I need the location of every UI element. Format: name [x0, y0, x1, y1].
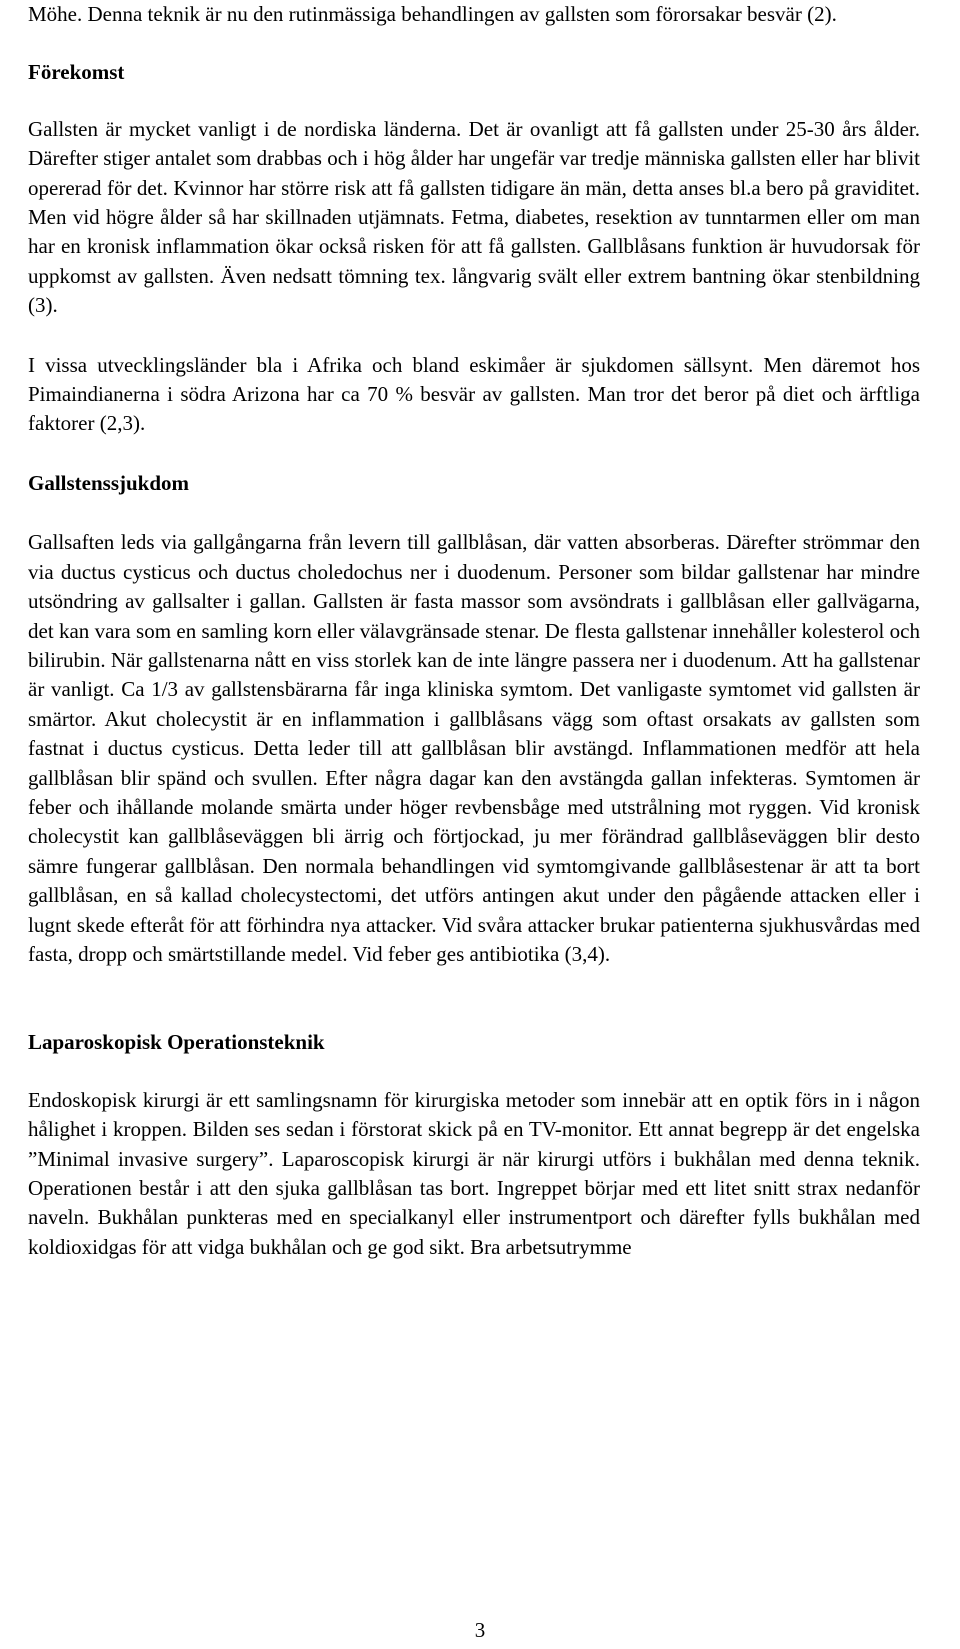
heading-forekomst: Förekomst — [28, 60, 125, 85]
paragraph-intro: Möhe. Denna teknik är nu den rutinmässiga behandlingen av gallsten som förorsakar besvär (2). — [28, 2, 837, 26]
paragraph-gallstenssjukdom: Gallsaften leds via gallgångarna från levern till gallblåsan, där vatten absorberas. Därefter strömmar den via ductus cysticus och ductus choledochus ner i duodenum. Personer som bildar gallstenar har mindre utsöndring av gallsalter i gallan. Gallsten är fasta massor som avsöndrats i gallblåsan eller gallvägarna, det kan vara som en samling korn eller välavgränsade stenar. De flesta gallstenar innehåller kolesterol och bilirubin. När gallstenarna nått en viss storlek kan de inte längre passera ner i duodenum. Att ha gallstenar är vanligt. Ca 1/3 av gallstensbärarna får inga kliniska symtom. Det vanligaste symtomet vid gallsten är smärtor. Akut cholecystit är en inflammation i gallblåsans vägg som oftast orsakats av gallsten som fastnat i ductus cysticus. Detta leder till att gallblåsan blir avstängd. Inflammationen medför att hela gallblåsan blir spänd och svullen. Efter några dagar kan den avstängda gallan infekteras. Symtomen är feber och ihållande molande smärta under höger revbensbåge med utstrålning mot ryggen. Vid kronisk cholecystit kan gallblåseväggen bli ärrig och förtjockad, ju mer förändrad gallblåseväggen blir desto sämre fungerar gallblåsan. Den normala behandlingen vid symtomgivande gallblåsestenar är att ta bort gallblåsan, en så kallad cholecystectomi, det utförs antingen akut under den pågående attacken eller i lugnt skede efteråt för att förhindra nya attacker. Vid svåra attacker brukar patienterna sjukhusvårdas med fasta, dropp och smärtstillande medel. Vid feber ges antibiotika (3,4). — [28, 530, 920, 966]
heading-gallstenssjukdom: Gallstenssjukdom — [28, 470, 190, 495]
document-page — [28, 0, 920, 1262]
paragraph-forekomst-2: I vissa utvecklingsländer bla i Afrika och bland eskimåer är sjukdomen sällsynt. Men däremot hos Pimaindianerna i södra Arizona har ca 70 % besvär av gallsten. Man tror det beror på diet och ärftliga faktorer (2,3). — [28, 352, 920, 436]
paragraph-laparoskopisk: Endoskopisk kirurgi är ett samlingsnamn för kirurgiska metoder som innebär att en optik förs in i någon hålighet i kroppen. Bilden ses sedan i förstorat skick på en TV-monitor. Ett annat begrepp är det engelska ”Minimal invasive surgery”. Laparoscopisk kirurgi är när kirurgi utförs i bukhålan med denna teknik. Operationen består i att den sjuka gallblåsan tas bort. Ingreppet börjar med ett litet snitt strax nedanför naveln. Bukhålan punkteras med en specialkanyl eller instrumentport och därefter fylls bukhålan med koldioxidgas för att vidga bukhålan och ge god sikt. Bra arbetsutrymme — [28, 1087, 920, 1259]
paragraph-forekomst-1: Gallsten är mycket vanligt i de nordiska länderna. Det är ovanligt att få gallsten under 25-30 års ålder. Därefter stiger antalet som drabbas och i hög ålder har ungefär var tredje människa gallsten eller har blivit opererad för det. Kvinnor har större risk att få gallsten tidigare än män, detta anses bl.a bero på graviditet. Men vid högre ålder så har skillnaden utjämnats. Fetma, diabetes, resektion av tunntarmen eller om man har en kronisk inflammation ökar också risken för att få gallsten. Gallblåsans funktion är huvudorsak för uppkomst av gallsten. Även nedsatt tömning tex. långvarig svält eller extrem bantning ökar stenbildning (3). — [28, 116, 920, 318]
heading-laparoskopisk: Laparoskopisk Operationsteknik — [28, 1030, 325, 1055]
page-number: 3 — [474, 1618, 486, 1642]
